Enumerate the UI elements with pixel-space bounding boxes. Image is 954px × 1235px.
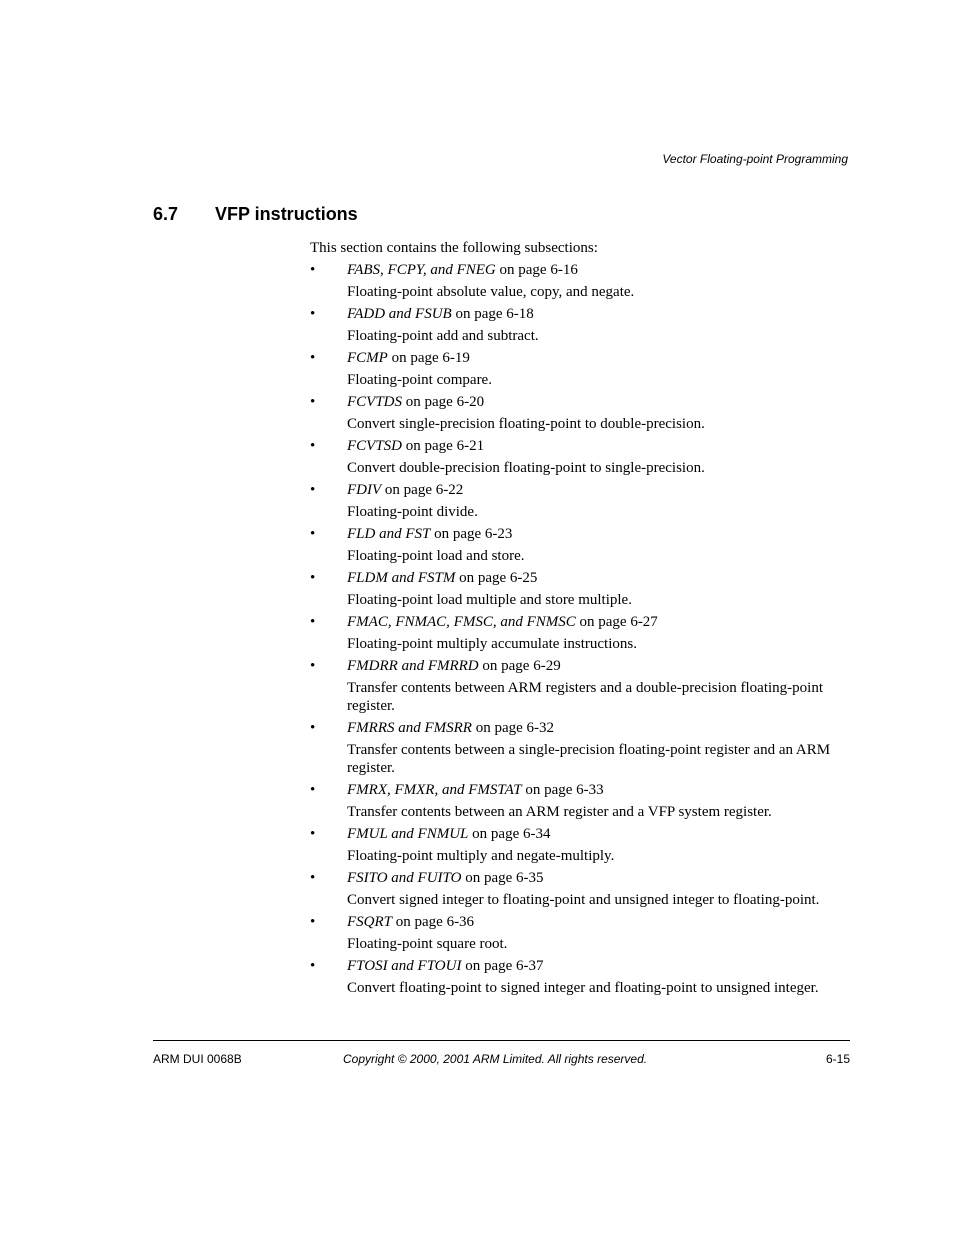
document-id: ARM DUI 0068B — [153, 1052, 242, 1066]
subsection-description: Floating-point add and subtract. — [347, 328, 539, 344]
list-item — [310, 719, 855, 777]
subsection-description: Floating-point multiply and negate-multiply. — [347, 848, 615, 864]
list-item — [310, 481, 855, 521]
footer-divider — [153, 1040, 850, 1041]
subsection-link[interactable] — [347, 913, 855, 931]
subsection-description: Transfer contents between an ARM register and a VFP system register. — [347, 804, 772, 820]
page-reference: on page 6-27 — [575, 614, 658, 630]
subsection-description: Floating-point divide. — [347, 504, 478, 520]
bullet-marker: • — [310, 720, 316, 736]
subsection-link[interactable] — [347, 957, 855, 975]
subsection-description: Floating-point compare. — [347, 372, 492, 388]
bullet-marker: • — [310, 570, 316, 586]
section-heading — [153, 204, 358, 225]
subsection-title: FSQRT — [347, 914, 392, 930]
list-item — [310, 525, 855, 565]
subsection-title: FDIV — [347, 482, 382, 498]
subsection-title: FMAC, FNMAC, FMSC, and FNMSC — [347, 614, 576, 630]
subsection-title: FTOSI and FTOUI — [347, 958, 462, 974]
subsection-title: FCMP — [347, 350, 388, 366]
intro-paragraph: This section contains the following subsections: — [310, 240, 598, 256]
subsection-description: Convert signed integer to floating-point and unsigned integer to floating-point. — [347, 892, 820, 908]
subsection-title: FADD and FSUB — [347, 306, 452, 322]
list-item — [310, 349, 855, 389]
subsection-description: Convert double-precision floating-point to single-precision. — [347, 460, 705, 476]
subsection-link[interactable] — [347, 613, 855, 631]
section-number: 6.7 — [153, 204, 179, 224]
page-reference: on page 6-32 — [471, 720, 555, 736]
subsection-link[interactable] — [347, 825, 855, 843]
subsection-title: FCVTSD — [347, 438, 403, 454]
subsection-title: FMRX, FMXR, and FMSTAT — [347, 782, 522, 798]
page-reference: on page 6-23 — [430, 526, 513, 542]
section-body — [310, 239, 855, 1001]
subsection-description: Transfer contents between a single-precision floating-point register and an ARM register. — [347, 742, 831, 776]
page-reference: on page 6-20 — [402, 394, 485, 410]
subsection-title: FLDM and FSTM — [347, 570, 456, 586]
subsection-title: FSITO and FUITO — [347, 870, 462, 886]
page-reference: on page 6-33 — [521, 782, 604, 798]
subsection-link[interactable] — [347, 719, 855, 737]
list-item — [310, 305, 855, 345]
subsection-link[interactable] — [347, 349, 855, 367]
subsection-description: Floating-point load and store. — [347, 548, 525, 564]
subsection-description: Floating-point square root. — [347, 936, 508, 952]
page-reference: on page 6-21 — [402, 438, 485, 454]
page-reference: on page 6-36 — [392, 914, 475, 930]
page-reference: on page 6-19 — [387, 350, 470, 366]
bullet-marker: • — [310, 958, 316, 974]
subsection-link[interactable] — [347, 781, 855, 799]
bullet-marker: • — [310, 306, 316, 322]
page-reference: on page 6-37 — [461, 958, 544, 974]
list-item — [310, 393, 855, 433]
list-item — [310, 613, 855, 653]
section-title: VFP instructions — [215, 204, 358, 224]
page-reference: on page 6-34 — [468, 826, 551, 842]
subsection-link[interactable] — [347, 437, 855, 455]
bullet-marker: • — [310, 614, 316, 630]
subsection-title: FCVTDS — [347, 394, 403, 410]
list-item — [310, 869, 855, 909]
subsection-title: FMRRS and FMSRR — [347, 720, 472, 736]
subsection-title: FLD and FST — [347, 526, 431, 542]
subsection-description: Transfer contents between ARM registers and a double-precision floating-point register. — [347, 680, 824, 714]
subsection-description: Convert floating-point to signed integer and floating-point to unsigned integer. — [347, 980, 819, 996]
list-item — [310, 437, 855, 477]
bullet-marker: • — [310, 782, 316, 798]
copyright-notice: Copyright © 2000, 2001 ARM Limited. All rights reserved. — [343, 1052, 648, 1066]
subsection-link[interactable] — [347, 525, 855, 543]
subsection-description: Floating-point load multiple and store multiple. — [347, 592, 632, 608]
subsection-title: FMUL and FNMUL — [347, 826, 469, 842]
subsection-list — [310, 261, 855, 997]
subsection-link[interactable] — [347, 657, 855, 675]
subsection-description: Convert single-precision floating-point to double-precision. — [347, 416, 705, 432]
subsection-link[interactable] — [347, 569, 855, 587]
running-header: Vector Floating-point Programming — [662, 152, 848, 166]
subsection-link[interactable] — [347, 481, 855, 499]
page-number: 6-15 — [825, 1052, 850, 1066]
subsection-description: Floating-point multiply accumulate instructions. — [347, 636, 637, 652]
bullet-marker: • — [310, 438, 316, 454]
list-item — [310, 657, 855, 715]
list-item — [310, 825, 855, 865]
subsection-link[interactable] — [347, 261, 855, 279]
page-reference: on page 6-22 — [381, 482, 464, 498]
bullet-marker: • — [310, 526, 316, 542]
page-reference: on page 6-35 — [461, 870, 544, 886]
page-reference: on page 6-29 — [478, 658, 561, 674]
bullet-marker: • — [310, 394, 316, 410]
bullet-marker: • — [310, 350, 316, 366]
subsection-link[interactable] — [347, 393, 855, 411]
list-item — [310, 781, 855, 821]
page-reference: on page 6-16 — [495, 262, 578, 278]
subsection-title: FMDRR and FMRRD — [347, 658, 479, 674]
subsection-description: Floating-point absolute value, copy, and negate. — [347, 284, 635, 300]
bullet-marker: • — [310, 914, 316, 930]
page-reference: on page 6-18 — [451, 306, 534, 322]
list-item — [310, 569, 855, 609]
subsection-link[interactable] — [347, 305, 855, 323]
subsection-link[interactable] — [347, 869, 855, 887]
list-item — [310, 957, 855, 997]
list-item — [310, 261, 855, 301]
subsection-title: FABS, FCPY, and FNEG — [347, 262, 496, 278]
bullet-marker: • — [310, 658, 316, 674]
bullet-marker: • — [310, 870, 316, 886]
bullet-marker: • — [310, 826, 316, 842]
bullet-marker: • — [310, 482, 316, 498]
page-reference: on page 6-25 — [455, 570, 538, 586]
bullet-marker: • — [310, 262, 316, 278]
list-item — [310, 913, 855, 953]
